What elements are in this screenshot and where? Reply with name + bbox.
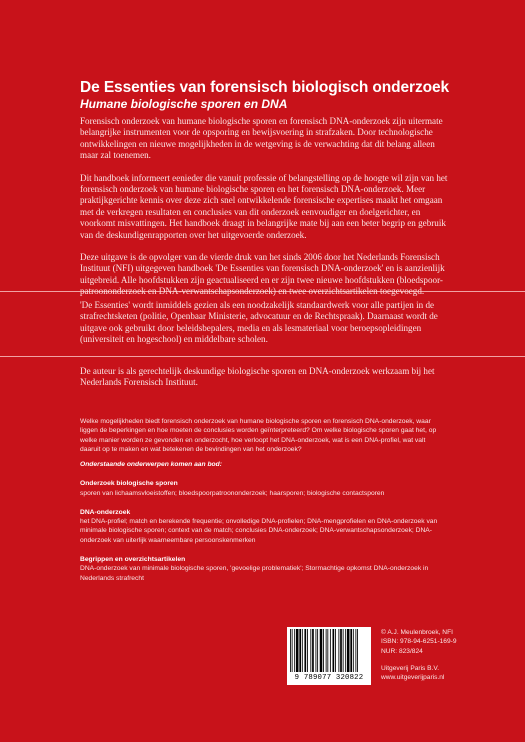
barcode-bar — [320, 629, 323, 672]
barcode-bar — [296, 629, 299, 672]
divider — [0, 356, 525, 357]
questions-block — [80, 417, 440, 454]
barcode-bar — [335, 629, 336, 672]
barcode-bar — [353, 629, 354, 672]
barcode-bar — [302, 629, 303, 672]
barcode-bar — [304, 629, 306, 672]
intro-paragraph: Forensisch onderzoek van humane biologische sporen en forensisch DNA-onderzoek zijn uitermate belangrijke instrumenten voor de opsporing en bewijsvoering in strafzaken. Door technologische ontwikkelingen en nieuwe mogelijkheden in de wetgeving is de verwachting dat dit belang alleen maar zal toenemen. — [80, 116, 443, 161]
publisher-info — [381, 664, 501, 683]
barcode-bar — [350, 629, 352, 672]
barcode-digits: 9 789077 320822 — [294, 674, 364, 682]
nur-line: NUR: 823/824 — [381, 647, 423, 655]
topic-title: DNA-onderzoek — [80, 508, 131, 516]
barcode-bar — [307, 629, 308, 672]
barcode-bar — [330, 629, 331, 672]
standard-paragraph: 'De Essenties' wordt inmiddels gezien als een noodzakelijk standaardwerk voor alle partijen in de strafrechtsketen (politie, Openbaar Ministerie, advocatuur en de Rechtspraak). Daarnaast wordt de uitgave ook gebruikt door beleidsbepalers, media en als lesmateriaal voor beroepsopleidingen (universiteit en hogeschool) en middelbare scholen. — [80, 300, 438, 345]
barcode-bar — [355, 629, 356, 672]
barcode-bar — [323, 629, 324, 672]
topics-heading: Onderstaande onderwerpen komen aan bod: — [80, 461, 222, 468]
intro-paragraph: Deze uitgave is de opvolger van de vierde druk van het sinds 2006 door het Nederlands Forensisch Instituut (NFI) uitgegeven handboek 'De Essenties van forensisch DNA-onderzoek' en is aanzienlijk uitgebreid. Alle hoofdstukken zijn geactualiseerd en er zijn twee nieuwe hoofdstukken (bloedspoor-patroononderzoek en DNA-verwantschapsonderzoek) en twee overzichtsartikelen toegevoegd. — [80, 252, 445, 297]
barcode-bar — [326, 629, 327, 672]
barcode-bar — [292, 629, 293, 672]
barcode-bar — [312, 629, 314, 672]
publication-info — [381, 628, 501, 656]
barcode-bar — [347, 629, 350, 672]
barcode-bar — [290, 629, 291, 672]
topic-text: het DNA-profiel; match en berekende frequentie; onvolledige DNA-profielen; DNA-mengprofielen en DNA-onderzoek van minimale biologische sporen; context van de match; conclusies DNA-onderzoek; DNA-verwantschapsonderzoek; DNA-onderzoek van uiterlijk waarneembare persoonskenmerken — [80, 518, 438, 544]
barcode-bar — [327, 629, 328, 672]
author-block — [80, 366, 455, 389]
barcode-bar — [338, 629, 339, 672]
topic-title: Onderzoek biologische sporen — [80, 480, 178, 488]
topic-title: Begrippen en overzichtsartikelen — [80, 556, 186, 564]
barcode-bar — [343, 629, 344, 672]
book-subtitle: Humane biologische sporen en DNA — [80, 97, 288, 111]
barcode-bar — [316, 629, 317, 672]
author-paragraph: De auteur is als gerechtelijk deskundige biologische sporen en DNA-onderzoek werkzaam bij het Nederlands Forensisch Instituut. — [80, 366, 435, 388]
barcode-bar — [357, 629, 358, 672]
standard-block — [80, 300, 455, 346]
barcode-bar — [317, 629, 318, 672]
barcode-bars — [287, 629, 371, 673]
publisher-name: Uitgeverij Paris B.V. — [381, 665, 440, 672]
topics-block — [80, 460, 440, 583]
divider — [0, 291, 525, 292]
barcode-bar — [340, 629, 342, 672]
barcode-bar — [345, 629, 346, 672]
barcode-bar — [310, 629, 311, 672]
copyright-line: © A.J. Meulenbroek, NFI — [381, 629, 453, 636]
book-title: De Essenties van forensisch biologisch onderzoek — [80, 79, 450, 96]
barcode-bar — [333, 629, 335, 672]
topic-text: sporen van lichaamsvloeistoffen; bloedspoorpatroononderzoek; haarsporen; biologische contactsporen — [80, 489, 385, 497]
barcode-bar — [294, 629, 295, 672]
questions-paragraph: Welke mogelijkheden biedt forensisch onderzoek van humane biologische sporen en forensisch DNA-onderzoek, waar liggen de beperkingen en hoe moeten de conclusies worden geïnterpreteerd? Om welke biologische sporen gaat het, op welke manier worden ze gevonden en onderzocht, hoe verloopt het DNA-onderzoek, wat is een DNA-profiel, wat valt daaruit op te maken en wat betekenen de bevindingen van het onderzoek? — [80, 418, 437, 453]
isbn-line: ISBN: 978-94-6251-169-9 — [381, 638, 457, 646]
intro-paragraph: Dit handboek informeert eenieder die vanuit professie of belangstelling op de hoogte wil zijn van het forensisch onderzoek van humane biologische sporen en het forensisch DNA-onderzoek. Meer praktijkgerichte kennis over deze zich snel ontwikkelende forensische expertises maakt het omgaan met de verkregen resultaten en conclusies van dit onderzoek eenvoudiger en doelgerichter, en voorkomt misvattingen. Het handboek draagt in belangrijke mate bij aan een beter begrip en gebruik van de deskundigenrapporten over het uitgevoerde onderzoek. — [80, 172, 448, 240]
publisher-website: www.uitgeverijparis.nl — [381, 674, 445, 682]
barcode-bar — [299, 629, 301, 672]
isbn-barcode — [287, 627, 371, 685]
intro-block — [80, 116, 455, 298]
topic-text: DNA-onderzoek van minimale biologische sporen, 'gevoelige problematiek'; Stormachtige opkomst DNA-onderzoek in Nederlands strafrecht — [80, 565, 429, 582]
